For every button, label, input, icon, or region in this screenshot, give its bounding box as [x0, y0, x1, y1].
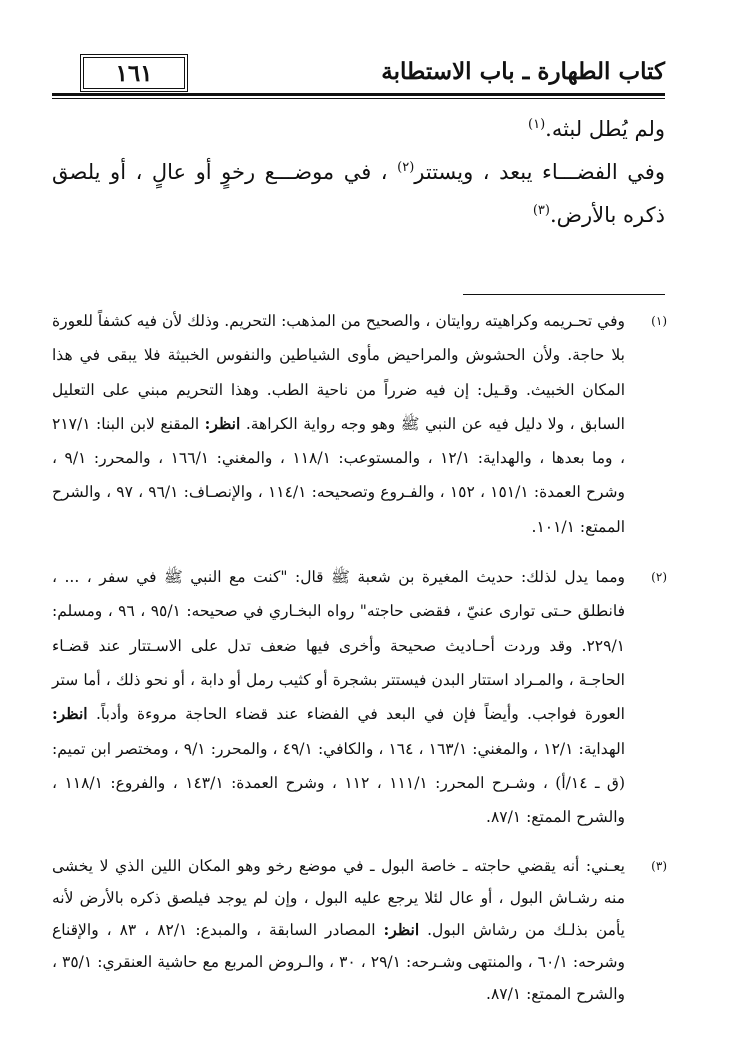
footnote-references: الهداية: ١٢/١ ، والمغني: ١٦٣/١ ، ١٦٤ ، والكافي: ٤٩/١ ، والمحرر: ٩/١ ، ومختصر ابن تميم: (ق ـ ١٤/أ) ، وشـرح المحرر: ١١١/١ ، ١١٢ ، وشرح العمدة: ١٤٣/١ ، والفروع: ١١٨/١ ، والشرح الممتع: ٨٧/١. — [52, 739, 626, 827]
main-text-line: وفي الفضـــاء يبعد ، ويستتر — [414, 160, 665, 184]
footnotes — [52, 304, 667, 1010]
footnote-references: المصادر السابقة ، والمبدع: ٨٢/١ ، ٨٣ ، والإقناع وشرحه: ٦٠/١ ، والمنتهى وشـرحه: ٢٩/١ ، ٣٠ ، والـروض المربع مع حاشية العنقري: ٣٥/١ ، والشرح الممتع: ٨٧/١. — [52, 921, 625, 1004]
footnote-text: يعـني: أنه يقضي حاجته ـ خاصة البول ـ في موضع رخو وهو المكان اللين الذي لا يخشى منه رشـاش البول ، أو عال لئلا يرجع عليه البول ، وإن لم يوجد فيلصق ذكره بالأرض لأنه يأمن بذلـك من رشاش البول. — [52, 857, 625, 940]
main-paragraph — [52, 108, 665, 151]
footnote-see-label: انظر: — [52, 704, 88, 724]
main-text — [52, 108, 665, 237]
footnote-ref: (٢) — [397, 160, 415, 175]
footnote-number: (٢) — [651, 570, 667, 585]
chapter-title: كتاب الطهارة ـ باب الاستطابة — [375, 58, 665, 85]
footnote-separator — [463, 294, 665, 295]
footnote-ref: (١) — [528, 117, 546, 132]
footnote-ref: (٣) — [532, 203, 550, 218]
footnote-text: وفي تحـريمه وكراهيته روايتان ، والصحيح من المذهب: التحريم. وذلك لأن فيه كشفاً للعورة بلا حاجة. ولأن الحشوش والمراحيض مأوى الشياطين والنفوس الخبيثة فلا يبقى في هذا المكان الخبيث. وقـيل: إن فيه ضرراً من ناحية الطب. وهذا التحريم مبني على التعليل السابق ، ولا دليل فيه عن النبي ﷺ وهو وجه رواية الكراهة. — [52, 312, 625, 433]
footnote-text: ومما يدل لذلك: حديث المغيرة بن شعبة ﷺ قال: "كنت مع النبي ﷺ في سفر ، ... ، فانطلق حـتى توارى عنيّ ، فقضى حاجته" رواه البخـاري في صحيحه: ٩٥/١ ، ٩٦ ، ومسلم: ٢٢٩/١. وقد وردت أحـاديث صحيحة وأخرى فيها ضعف تدل على الاسـتتار عند قضـاء الحاجـة ، والمـراد استتار البدن فيستتر بشجرة أو كثيب رمل أو دابة ، أو نحو ذلك ، أما ستر العورة فواجب. وأيضاً فإن في البعد في الفضاء عند قضاء الحاجة مروءة وأدباً. — [52, 568, 625, 724]
footnote — [52, 304, 667, 544]
footnote — [52, 850, 667, 1010]
footnote — [52, 560, 667, 834]
main-text-line: ولم يُطل لبثه. — [545, 117, 665, 141]
page-number: ١٦١ — [80, 54, 188, 92]
page-header — [52, 52, 665, 104]
footnote-references: المقنع لابن البنا: ٢١٧/١ ، وما بعدها ، والهداية: ١٢/١ ، والمستوعب: ١١٨/١ ، والمغني: ١٦٦/١ ، والمحرر: ٩/١ ، وشرح العمدة: ١٥١/١ ، ١٥٢ ، والفـروع وتصحيحه: ١١٤/١ ، والإنصـاف: ٩٦/١ ، ٩٧ ، والشرح الممتع: ١٠١/١. — [52, 414, 626, 536]
footnote-number: (١) — [651, 314, 667, 328]
header-rule — [52, 93, 665, 99]
main-paragraph — [52, 151, 665, 237]
footnote-number: (٣) — [651, 859, 667, 874]
footnote-see-label: انظر: — [383, 920, 420, 940]
main-text-line: ، في موضـــع رخوٍ أو عالٍ ، أو يلصق ذكره بالأرض. — [52, 160, 665, 227]
footnote-see-label: انظر: — [204, 413, 241, 433]
